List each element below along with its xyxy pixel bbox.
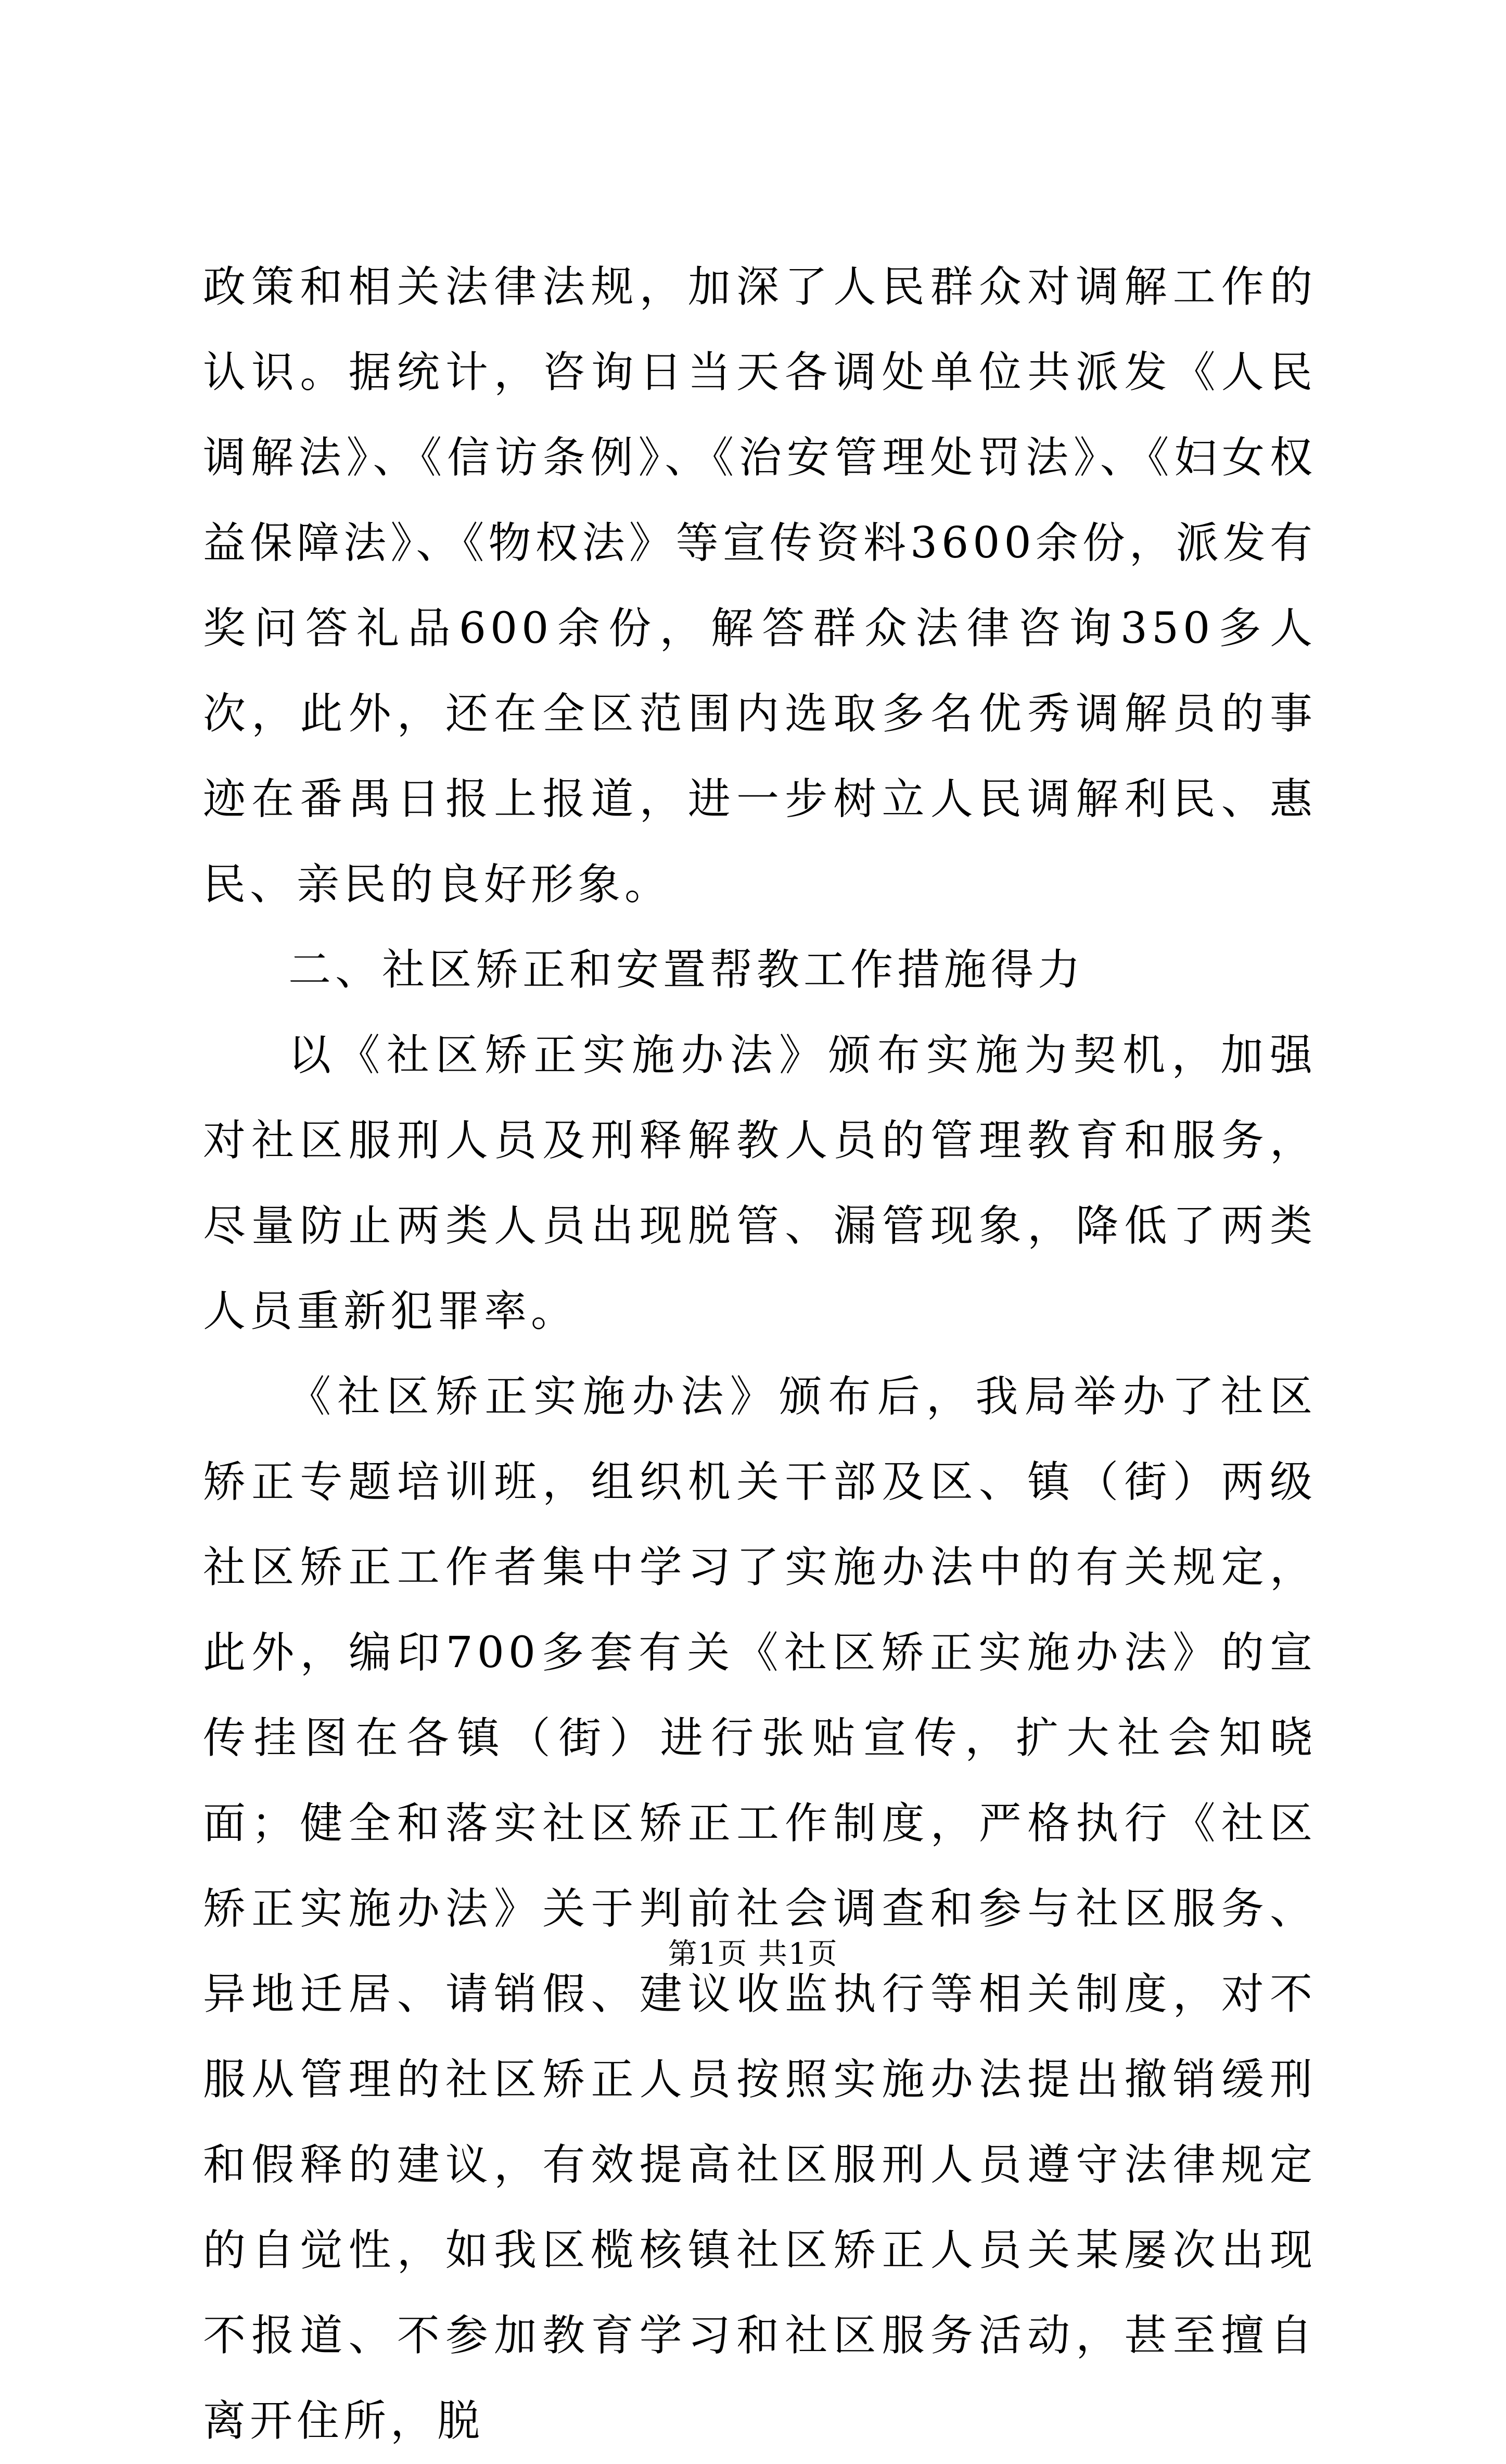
paragraph-intro: 以《社区矫正实施办法》颁布实施为契机，加强对社区服刑人员及刑释解教人员的管理教育和服务，尽量防止两类人员出现脱管、漏管现象，降低了两类人员重新犯罪率。 — [203, 1031, 1317, 1336]
document-body — [203, 245, 1317, 2464]
paragraph-detail: 《社区矫正实施办法》颁布后，我局举办了社区矫正专题培训班，组织机关干部及区、镇（街）两级社区矫正工作者集中学习了实施办法中的有关规定，此外，编印700多套有关《社区矫正实施办法》的宣传挂图在各镇（街）进行张贴宣传，扩大社会知晓面；健全和落实社区矫正工作制度，严格执行《社区矫正实施办法》关于判前社会调查和参与社区服务、异地迁居、请销假、建议收监执行等相关制度，对不服从管理的社区矫正人员按照实施办法提出撤销缓刑和假释的建议，有效提高社区服刑人员遵守法律规定的自觉性，如我区榄核镇社区矫正人员关某屡次出现不报道、不参加教育学习和社区服务活动，甚至擅自离开住所，脱 — [203, 1372, 1317, 2446]
section-heading: 二、社区矫正和安置帮教工作措施得力 — [288, 945, 1085, 995]
paragraph-continuation: 政策和相关法律法规，加深了人民群众对调解工作的认识。据统计，咨询日当天各调处单位共派发《人民调解法》、《信访条例》、《治安管理处罚法》、《妇女权益保障法》、《物权法》等宣传资料3600余份，派发有奖问答礼品600余份，解答群众法律咨询350多人次，此外，还在全区范围内选取多名优秀调解员的事迹在番禺日报上报道，进一步树立人民调解利民、惠民、亲民的良好形象。 — [203, 262, 1317, 909]
page-footer: 第1页 共1页 — [668, 1937, 838, 1971]
